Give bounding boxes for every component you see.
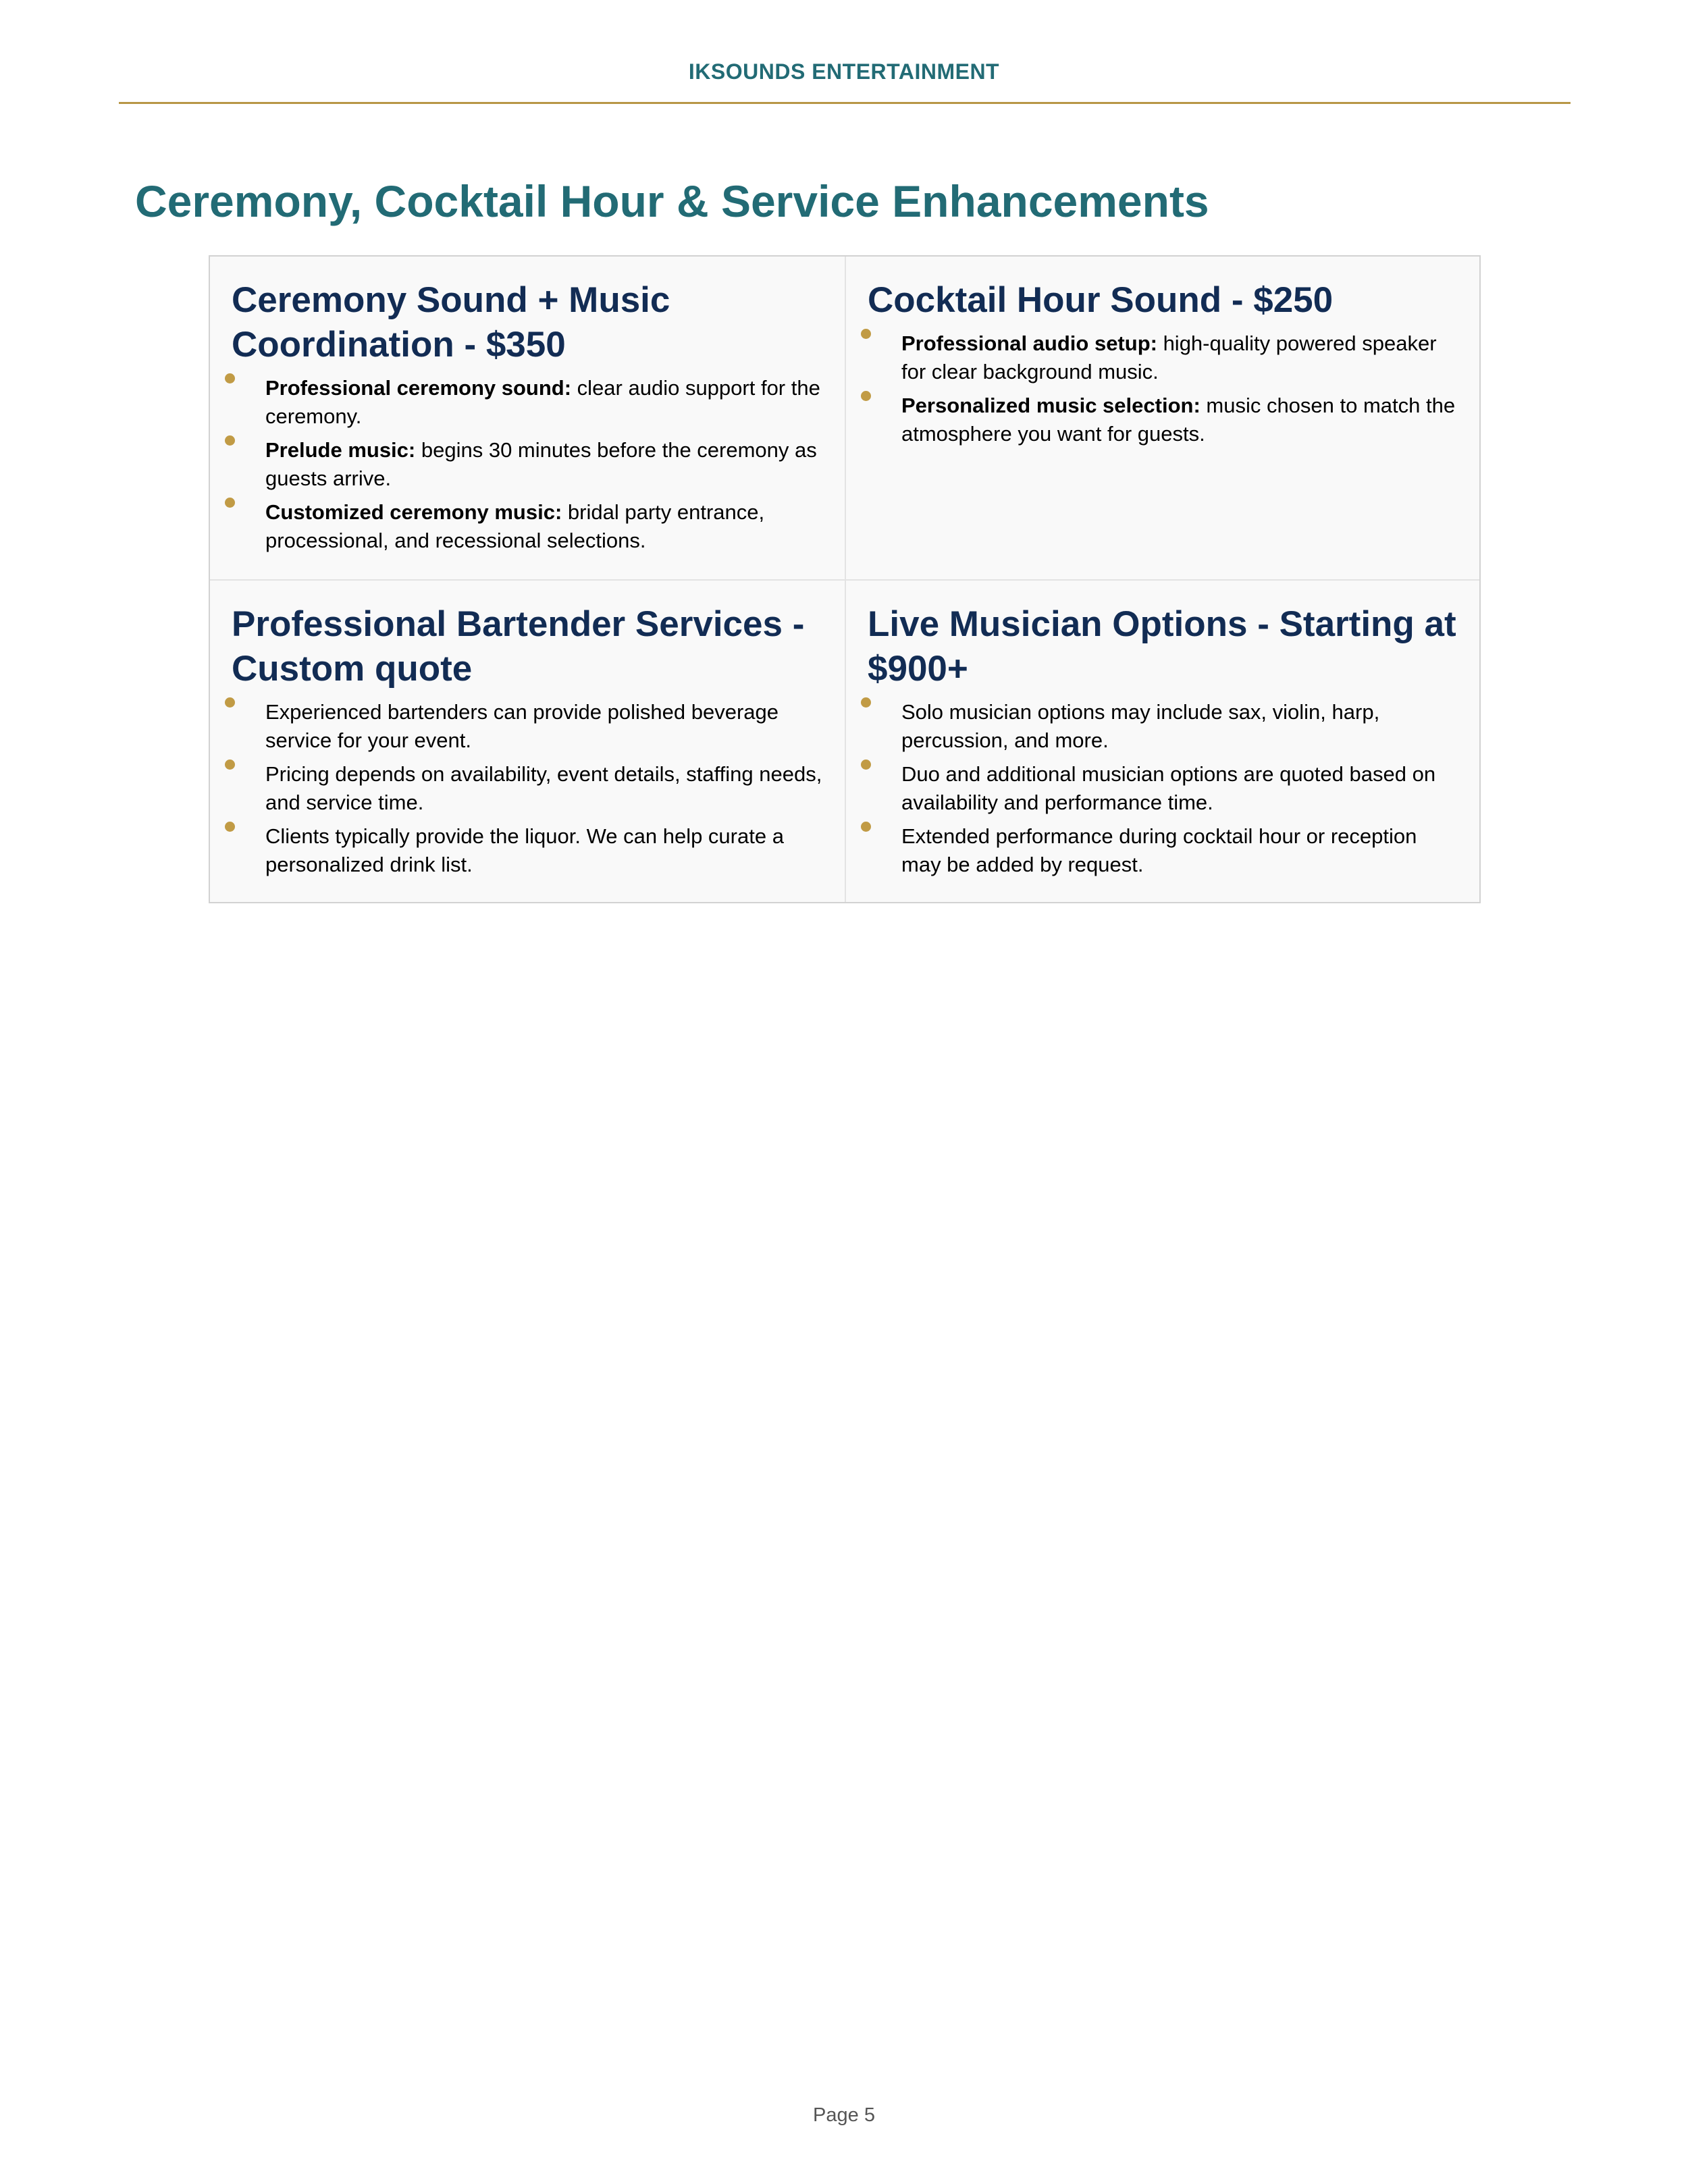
bullet-lead: Professional audio setup: xyxy=(901,331,1157,355)
page-number: Page 5 xyxy=(813,2104,875,2126)
list-item xyxy=(868,760,1459,817)
header-divider xyxy=(119,102,1571,104)
bullet-text: music chosen to match the atmosphere you want for guests. xyxy=(901,394,1456,446)
list-item xyxy=(868,822,1459,879)
list-item xyxy=(232,760,824,817)
bullet-lead: Professional ceremony sound: xyxy=(265,376,572,400)
bullet-dot-icon xyxy=(861,329,871,339)
bullet-dot-icon xyxy=(225,760,235,770)
bullet-dot-icon xyxy=(225,697,235,708)
bullet-text: Solo musician options may include sax, violin, harp, percussion, and more. xyxy=(901,700,1380,752)
list-item xyxy=(868,329,1459,386)
card-ceremony-sound xyxy=(210,257,846,581)
bullet-text: Pricing depends on availability, event details, staffing needs, and service time. xyxy=(265,762,822,814)
bullet-lead: Customized ceremony music: xyxy=(265,500,562,524)
bullet-dot-icon xyxy=(225,435,235,446)
bullet-text: clear audio support for the ceremony. xyxy=(265,376,820,428)
bullet-text: Clients typically provide the liquor. We can help curate a personalized drink list. xyxy=(265,824,784,876)
card-bartender-services xyxy=(210,581,846,902)
bullet-text: bridal party entrance, processional, and recessional selections. xyxy=(265,500,765,552)
list-item xyxy=(232,822,824,879)
card-title: Live Musician Options - Starting at $900+ xyxy=(868,604,1456,689)
bullet-lead: Personalized music selection: xyxy=(901,394,1201,417)
card-bullet-list xyxy=(868,698,1459,879)
bullet-dot-icon xyxy=(225,498,235,508)
card-bullet-list xyxy=(232,698,824,879)
page-title: Ceremony, Cocktail Hour & Service Enhancements xyxy=(135,176,1209,226)
card-title: Cocktail Hour Sound - $250 xyxy=(868,280,1334,320)
list-item xyxy=(232,436,824,493)
bullet-text: Duo and additional musician options are quoted based on availability and performance time. xyxy=(901,762,1436,814)
list-item xyxy=(232,698,824,755)
card-bullet-list xyxy=(232,374,824,555)
card-title: Ceremony Sound + Music Coordination - $350 xyxy=(232,280,670,365)
bullet-dot-icon xyxy=(225,373,235,383)
card-bullet-list xyxy=(868,329,1459,448)
bullet-dot-icon xyxy=(861,760,871,770)
bullet-text: Extended performance during cocktail hour or reception may be added by request. xyxy=(901,824,1417,876)
list-item xyxy=(868,698,1459,755)
bullet-lead: Prelude music: xyxy=(265,438,416,462)
card-cocktail-hour-sound xyxy=(846,257,1479,581)
card-title: Professional Bartender Services - Custom quote xyxy=(232,604,805,689)
list-item xyxy=(232,374,824,431)
bullet-dot-icon xyxy=(861,391,871,401)
bullet-dot-icon xyxy=(225,822,235,832)
bullet-text: begins 30 minutes before the ceremony as guests arrive. xyxy=(265,438,817,490)
list-item xyxy=(232,498,824,555)
list-item xyxy=(868,392,1459,448)
card-live-musician-options xyxy=(846,581,1479,902)
bullet-text: high-quality powered speaker for clear background music. xyxy=(901,331,1437,383)
bullet-text: Experienced bartenders can provide polished beverage service for your event. xyxy=(265,700,779,752)
bullet-dot-icon xyxy=(861,822,871,832)
bullet-dot-icon xyxy=(861,697,871,708)
company-header: IKSOUNDS ENTERTAINMENT xyxy=(688,59,1000,84)
services-grid xyxy=(209,255,1481,903)
